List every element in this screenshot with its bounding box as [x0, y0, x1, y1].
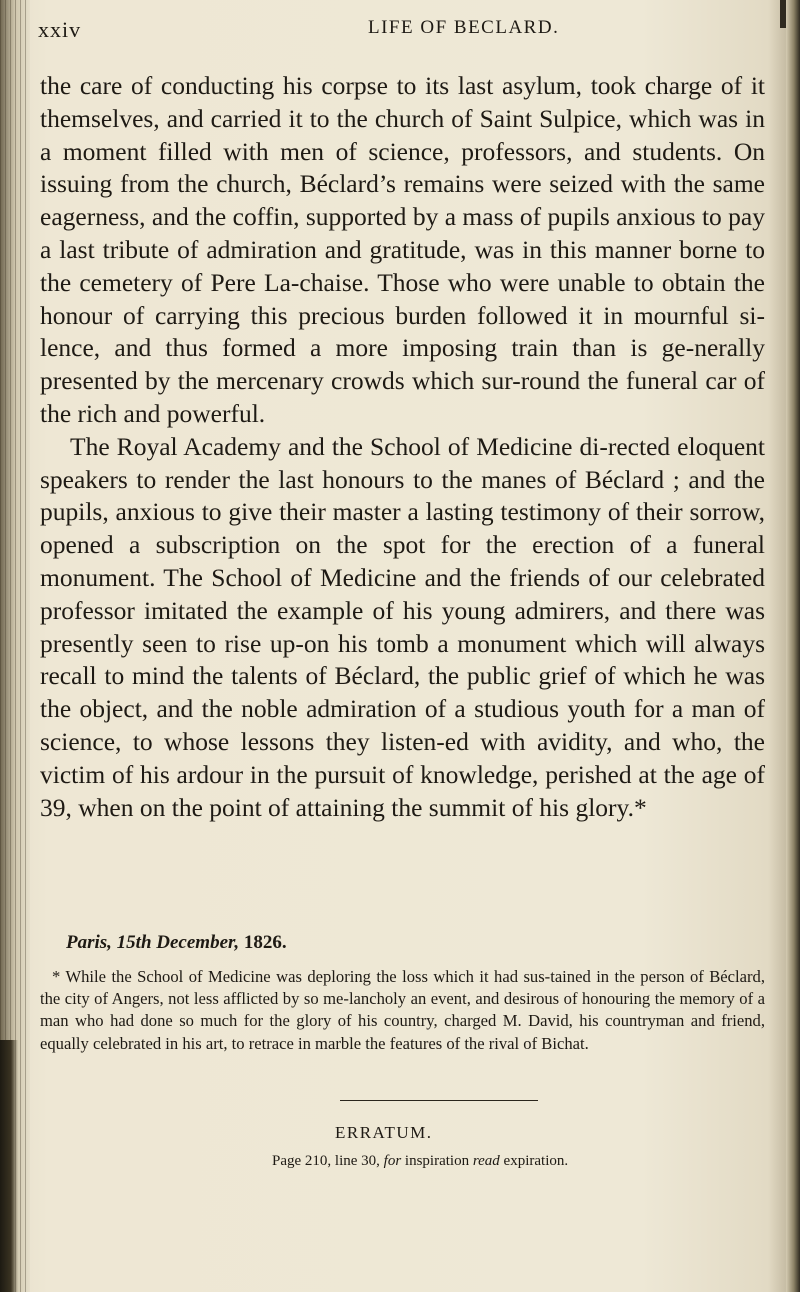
- place-date-signature: [66, 932, 287, 954]
- page-number: xxiv: [38, 17, 82, 42]
- erratum-location: Page 210, line 30,: [272, 1153, 380, 1169]
- footnote: [40, 966, 765, 1055]
- paragraph-2: The Royal Academy and the School of Medicine di-rected eloquent speakers to render the last honours to the manes of Béclard ; and the pupils, anxious to give their master a lasting testimony of their sorrow, opened a subscription on the spot for the erection of a funeral monument. The School of Medicine and the friends of our celebrated professor imitated the example of his young admirers, and there was presently seen to rise up-on his tomb a monument which will always recall to mind the talents of Béclard, the public grief of which he was the object, and the noble admiration of a studious youth for a man of science, to whose lessons they listen-ed with avidity, and who, the victim of his ardour in the pursuit of knowledge, perished at the age of 39, when on the point of attaining the summit of his glory.*: [40, 431, 765, 822]
- place-date: Paris, 15th December,: [66, 932, 240, 953]
- section-rule: [340, 1100, 538, 1101]
- running-title: LIFE OF BECLARD.: [368, 17, 560, 38]
- erratum-for: for: [383, 1153, 402, 1169]
- erratum-line: [272, 1153, 752, 1170]
- page-top-mark: [780, 0, 786, 28]
- body-text: [40, 70, 765, 824]
- page-right-edge: [786, 0, 800, 1292]
- signature-year: 1826.: [243, 932, 287, 953]
- erratum-wrong-word: inspiration: [404, 1153, 470, 1169]
- running-head: [38, 9, 738, 43]
- footnote-text: * While the School of Medicine was deploring the loss which it had sus-tained in the person of Béclard, the city of Angers, not less afflicted by so me-lancholy an event, and desirous of honouring the memory of a man who had done so much for the glory of his country, charged M. David, his countryman and friend, equally celebrated in his art, to retrace in marble the features of the rival of Bichat.: [40, 967, 765, 1053]
- erratum-read: read: [472, 1153, 500, 1169]
- binding-shadow: [0, 1040, 18, 1292]
- erratum-title: ERRATUM.: [335, 1123, 433, 1142]
- paragraph-1: the care of conducting his corpse to its last asylum, took charge of it themselves, and carried it to the church of Saint Sulpice, which was in a moment filled with men of science, professors, and students. On issuing from the church, Béclard’s remains were seized with the same eagerness, and the coffin, supported by a mass of pupils anxious to pay a last tribute of admiration and gratitude, was in this manner borne to the cemetery of Pere La-chaise. Those who were unable to obtain the honour of carrying this precious burden followed it in mournful si-lence, and thus formed a more imposing train than is ge-nerally presented by the mercenary crowds which sur-round the funeral car of the rich and powerful.: [40, 71, 765, 428]
- erratum-correct-word: expiration.: [503, 1153, 569, 1169]
